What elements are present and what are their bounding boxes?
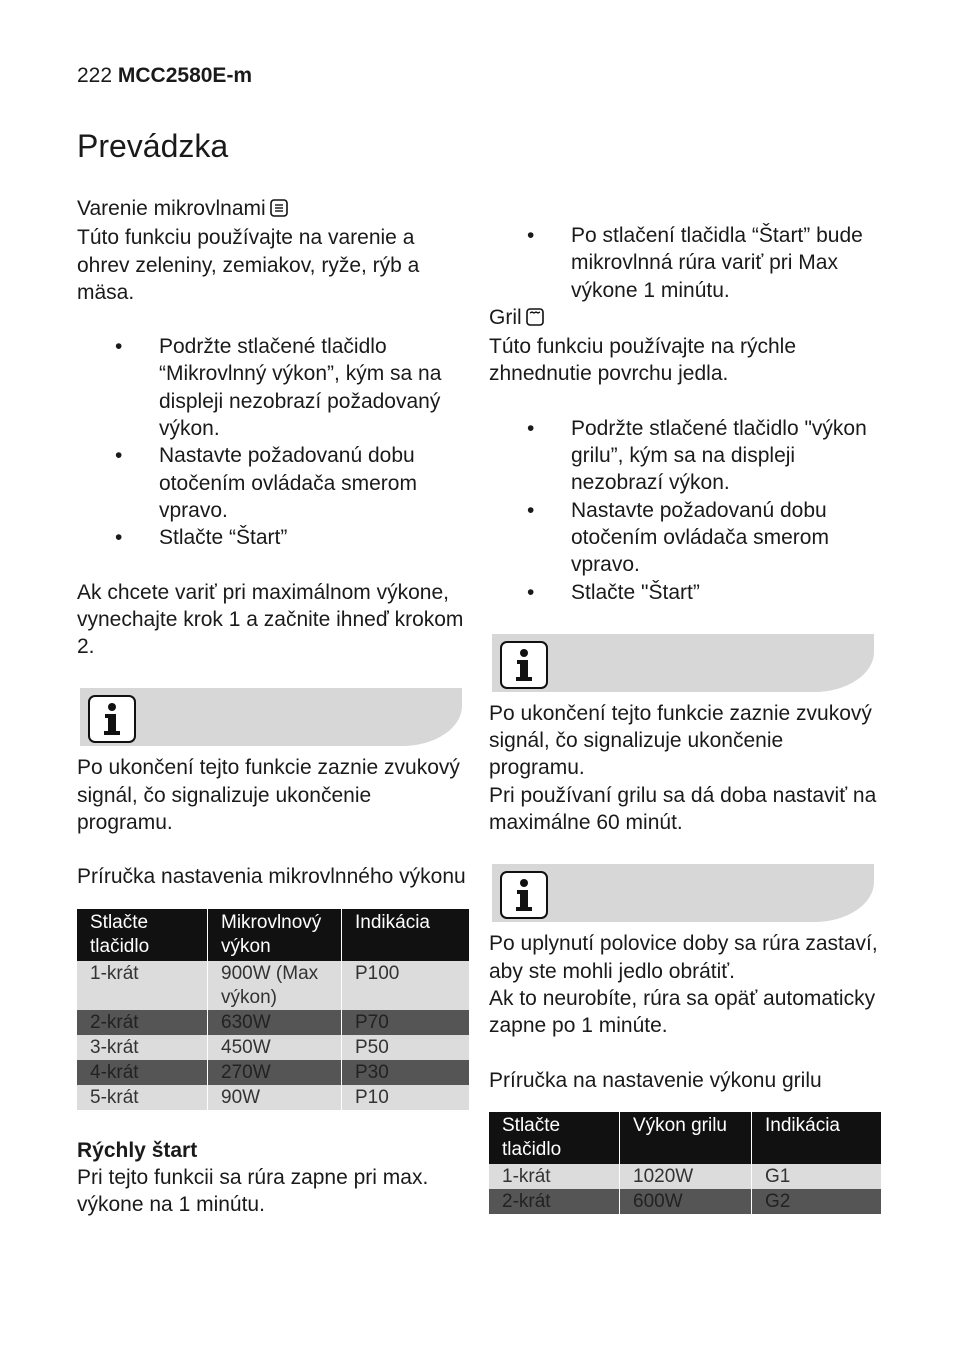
quick-start-steps bbox=[489, 222, 884, 304]
table-header: Indikácia bbox=[342, 909, 470, 961]
table-header: Stlačte tlačidlo bbox=[77, 909, 208, 961]
table-header-row bbox=[77, 909, 470, 961]
microwave-intro: Túto funkciu používajte na varenie a ohrev zeleniny, zemiakov, ryže, rýb a mäsa. bbox=[77, 226, 420, 304]
quick-start-heading: Rýchly štart bbox=[77, 1138, 198, 1162]
left-column bbox=[77, 195, 472, 1219]
grill-info-text: Po ukončení tejto funkcie zaznie zvukový signál, čo signalizuje ukončenie programu. bbox=[489, 701, 872, 780]
grill-info-text-2: Pri používaní grilu sa dá doba nastaviť na maximálne 60 minút. bbox=[489, 783, 877, 835]
grill-power-table bbox=[489, 1112, 882, 1214]
turn-food-info-2: Ak to neurobíte, rúra sa opäť automaticky zapne po 1 minúte. bbox=[489, 986, 876, 1038]
table-cell: 600W bbox=[620, 1189, 752, 1214]
info-banner bbox=[492, 634, 874, 692]
info-icon bbox=[500, 641, 548, 689]
info-icon bbox=[500, 871, 548, 919]
info-banner bbox=[492, 864, 874, 922]
table-cell: P50 bbox=[342, 1035, 470, 1060]
grill-guide-heading: Príručka na nastavenie výkonu grilu bbox=[489, 1068, 822, 1092]
grill-intro: Túto funkciu používajte na rýchle zhnednutie povrchu jedla. bbox=[489, 335, 797, 386]
list-item: • Nastavte požadovanú dobu otočením ovládača smerom vpravo. bbox=[77, 442, 472, 524]
table-row bbox=[77, 1010, 470, 1035]
table-cell: G2 bbox=[752, 1189, 882, 1214]
quick-start-text: Pri tejto funkcii sa rúra zapne pri max. výkone na 1 minútu. bbox=[77, 1165, 429, 1217]
table-cell: 270W bbox=[208, 1060, 342, 1085]
list-item: • Nastavte požadovanú dobu otočením ovládača smerom vpravo. bbox=[489, 497, 884, 579]
table-cell: G1 bbox=[752, 1164, 882, 1189]
list-item: • Stlačte “Štart” bbox=[77, 524, 472, 551]
table-cell: 5-krát bbox=[77, 1085, 208, 1110]
table-row bbox=[77, 1035, 470, 1060]
list-item: • Stlačte "Štart” bbox=[489, 579, 884, 606]
table-cell: 1-krát bbox=[489, 1164, 620, 1189]
table-row bbox=[77, 961, 470, 1010]
microwave-icon bbox=[270, 197, 288, 224]
list-item: • Podržte stlačené tlačidlo "výkon grilu”, kým sa na displeji nezobrazí výkon. bbox=[489, 415, 884, 497]
turn-food-info: Po uplynutí polovice doby sa rúra zastaví, aby ste mohli jedlo obrátiť. bbox=[489, 932, 878, 983]
table-cell: 450W bbox=[208, 1035, 342, 1060]
table-header: Výkon grilu bbox=[620, 1112, 752, 1164]
table-row bbox=[489, 1189, 882, 1214]
table-cell: P70 bbox=[342, 1010, 470, 1035]
microwave-note: Ak chcete variť pri maximálnom výkone, vynechajte krok 1 a začnite ihneď krokom 2. bbox=[77, 580, 464, 659]
table-row bbox=[77, 1060, 470, 1085]
microwave-steps bbox=[77, 333, 472, 551]
table-header: Indikácia bbox=[752, 1112, 882, 1164]
table-cell: 4-krát bbox=[77, 1060, 208, 1085]
page-number: 222 bbox=[77, 64, 113, 87]
table-header: Mikrovlnový výkon bbox=[208, 909, 342, 961]
table-cell: 1-krát bbox=[77, 961, 208, 1010]
info-icon bbox=[88, 695, 136, 743]
microwave-heading: Varenie mikrovlnami bbox=[77, 195, 472, 224]
grill-icon bbox=[526, 306, 544, 333]
info-banner bbox=[80, 688, 462, 746]
power-guide-heading: Príručka nastavenia mikrovlnného výkonu bbox=[77, 865, 466, 889]
table-header: Stlačte tlačidlo bbox=[489, 1112, 620, 1164]
table-cell: P100 bbox=[342, 961, 470, 1010]
table-cell: 900W (Max výkon) bbox=[208, 961, 342, 1010]
grill-heading: Gril bbox=[489, 304, 884, 333]
table-cell: 90W bbox=[208, 1085, 342, 1110]
table-cell: 630W bbox=[208, 1010, 342, 1035]
grill-steps bbox=[489, 415, 884, 606]
right-column bbox=[489, 222, 884, 1214]
model-name: MCC2580E-m bbox=[117, 64, 253, 87]
page-title: Prevádzka bbox=[77, 128, 229, 164]
list-item: • Podržte stlačené tlačidlo “Mikrovlnný výkon”, kým sa na displeji nezobrazí požadovaný výkon. bbox=[77, 333, 472, 442]
table-row bbox=[489, 1164, 882, 1189]
table-cell: 2-krát bbox=[489, 1189, 620, 1214]
table-row bbox=[77, 1085, 470, 1110]
table-header-row bbox=[489, 1112, 882, 1164]
info-text: Po ukončení tejto funkcie zaznie zvukový signál, čo signalizuje ukončenie programu. bbox=[77, 756, 460, 835]
list-item: • Po stlačení tlačidla “Štart” bude mikrovlnná rúra variť pri Max výkone 1 minútu. bbox=[489, 222, 884, 304]
page-header bbox=[77, 64, 252, 88]
table-cell: P10 bbox=[342, 1085, 470, 1110]
table-cell: 2-krát bbox=[77, 1010, 208, 1035]
table-cell: 3-krát bbox=[77, 1035, 208, 1060]
microwave-power-table bbox=[77, 909, 470, 1110]
table-cell: 1020W bbox=[620, 1164, 752, 1189]
table-cell: P30 bbox=[342, 1060, 470, 1085]
